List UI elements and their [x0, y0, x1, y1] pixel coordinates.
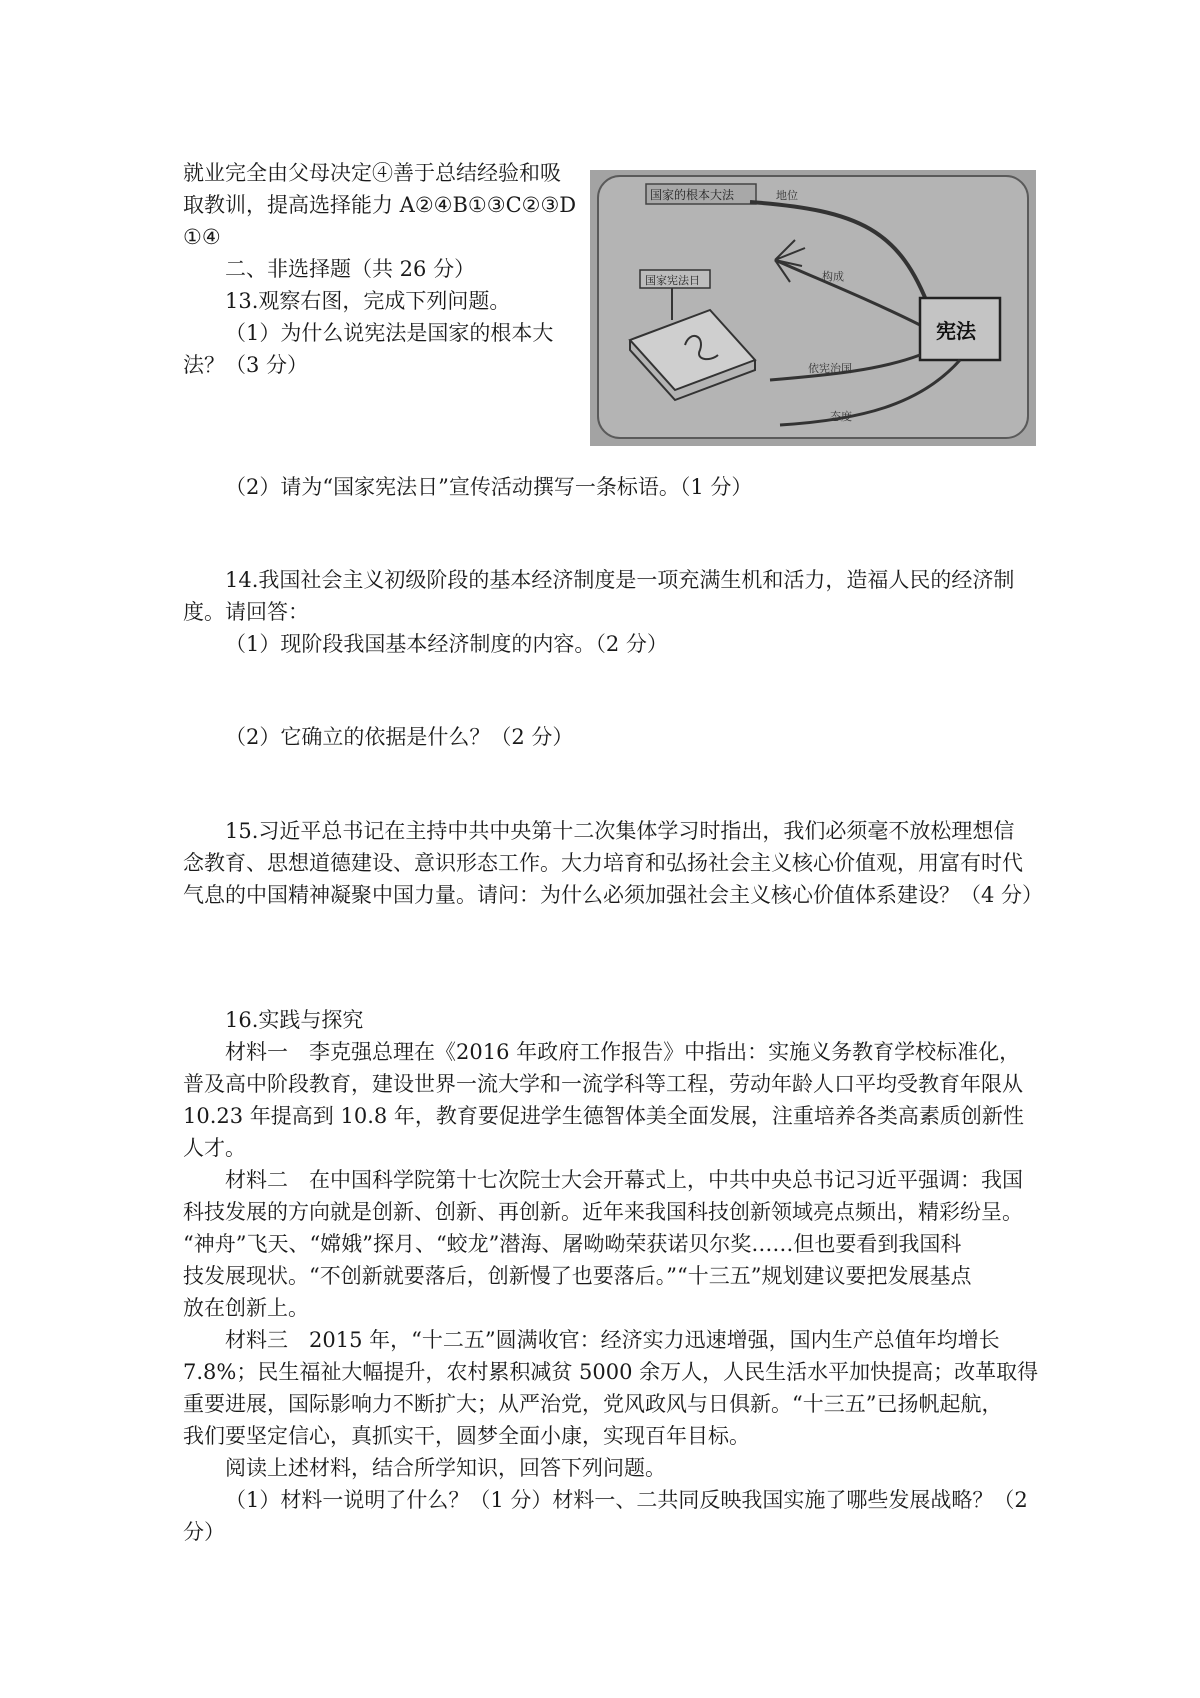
question-13-1: （1）为什么说宪法是国家的根本大 [225, 321, 554, 345]
question-14-1: （1）现阶段我国基本经济制度的内容。（2 分） [225, 632, 668, 656]
text-line: 念教育、思想道德建设、意识形态工作。大力培育和弘扬社会主义核心价值观，用富有时代 [183, 851, 1023, 875]
text-line: 重要进展，国际影响力不断扩大；从严治党，党风政风与日俱新。“十三五”已扬帆起航， [183, 1392, 1003, 1416]
question-14-2: （2）它确立的依据是什么？（2 分） [225, 725, 574, 749]
text-line: 人才。 [183, 1136, 246, 1160]
text-line: ①④ [183, 225, 221, 249]
text-line: 我们要坚定信心，真抓实干，圆梦全面小康，实现百年目标。 [183, 1424, 750, 1448]
section-heading: 二、非选择题（共 26 分） [225, 257, 476, 281]
mid-label: 构成 [822, 270, 844, 283]
text-line: 气息的中国精神凝聚中国力量。请问：为什么必须加强社会主义核心价值体系建设？（4 分） [183, 883, 1044, 907]
question-16-1: （1）材料一说明了什么？（1 分）材料一、二共同反映我国实施了哪些发展战略？（2 [225, 1488, 1028, 1512]
mind-map-drawing [590, 170, 1036, 446]
question-14: 14.我国社会主义初级阶段的基本经济制度是一项充满生机和活力，造福人民的经济制 [225, 568, 1015, 592]
top-label: 国家的根本大法 [650, 188, 735, 202]
text-line: 10.23 年提高到 10.8 年，教育要促进学生德智体美全面发展，注重培养各类高素质创新性 [183, 1104, 1024, 1128]
top-right-label: 地位 [776, 189, 798, 202]
material-2: 材料二 在中国科学院第十七次院士大会开幕式上，中共中央总书记习近平强调：我国 [225, 1168, 1023, 1192]
center-box-label: 宪法 [936, 319, 976, 343]
material-1: 材料一 李克强总理在《2016 年政府工作报告》中指出：实施义务教育学校标准化， [225, 1040, 1021, 1064]
text-line: 度。请回答： [183, 600, 309, 624]
left-sign: 国家宪法日 [645, 274, 700, 287]
text-line: 取教训，提高选择能力 A②④B①③C②③D [183, 193, 577, 217]
question-13: 13.观察右图，完成下列问题。 [225, 289, 511, 313]
text-line: 放在创新上。 [183, 1296, 309, 1320]
question-16: 16.实践与探究 [225, 1008, 364, 1032]
text-line: 就业完全由父母决定④善于总结经验和吸 [183, 161, 561, 185]
reading-instruction: 阅读上述材料，结合所学知识，回答下列问题。 [225, 1456, 666, 1480]
text-line: 科技发展的方向就是创新、创新、再创新。近年来我国科技创新领域亮点频出，精彩纷呈。 [183, 1200, 1023, 1224]
question-15: 15.习近平总书记在主持中共中央第十二次集体学习时指出，我们必须毫不放松理想信 [225, 819, 1015, 843]
lower-label: 依宪治国 [808, 362, 852, 375]
material-3: 材料三 2015 年，“十二五”圆满收官：经济实力迅速增强，国内生产总值年均增长 [225, 1328, 1000, 1352]
constitution-figure [590, 170, 1036, 446]
text-line: 分） [183, 1520, 225, 1544]
text-line: 技发展现状。“不创新就要落后，创新慢了也要落后。”“十三五”规划建议要把发展基点 [183, 1264, 972, 1288]
text-line: 7.8%；民生福祉大幅提升，农村累积减贫 5000 余万人，人民生活水平加快提高；改革取得 [183, 1360, 1039, 1384]
bottom-label: 态度 [830, 410, 852, 423]
text-line: 法？（3 分） [183, 353, 309, 377]
text-line: 普及高中阶段教育，建设世界一流大学和一流学科等工程，劳动年龄人口平均受教育年限从 [183, 1072, 1023, 1096]
text-line: “神舟”飞天、“嫦娥”探月、“蛟龙”潜海、屠呦呦荣获诺贝尔奖……但也要看到我国科 [183, 1232, 962, 1256]
question-13-2: （2）请为“国家宪法日”宣传活动撰写一条标语。（1 分） [225, 475, 753, 499]
